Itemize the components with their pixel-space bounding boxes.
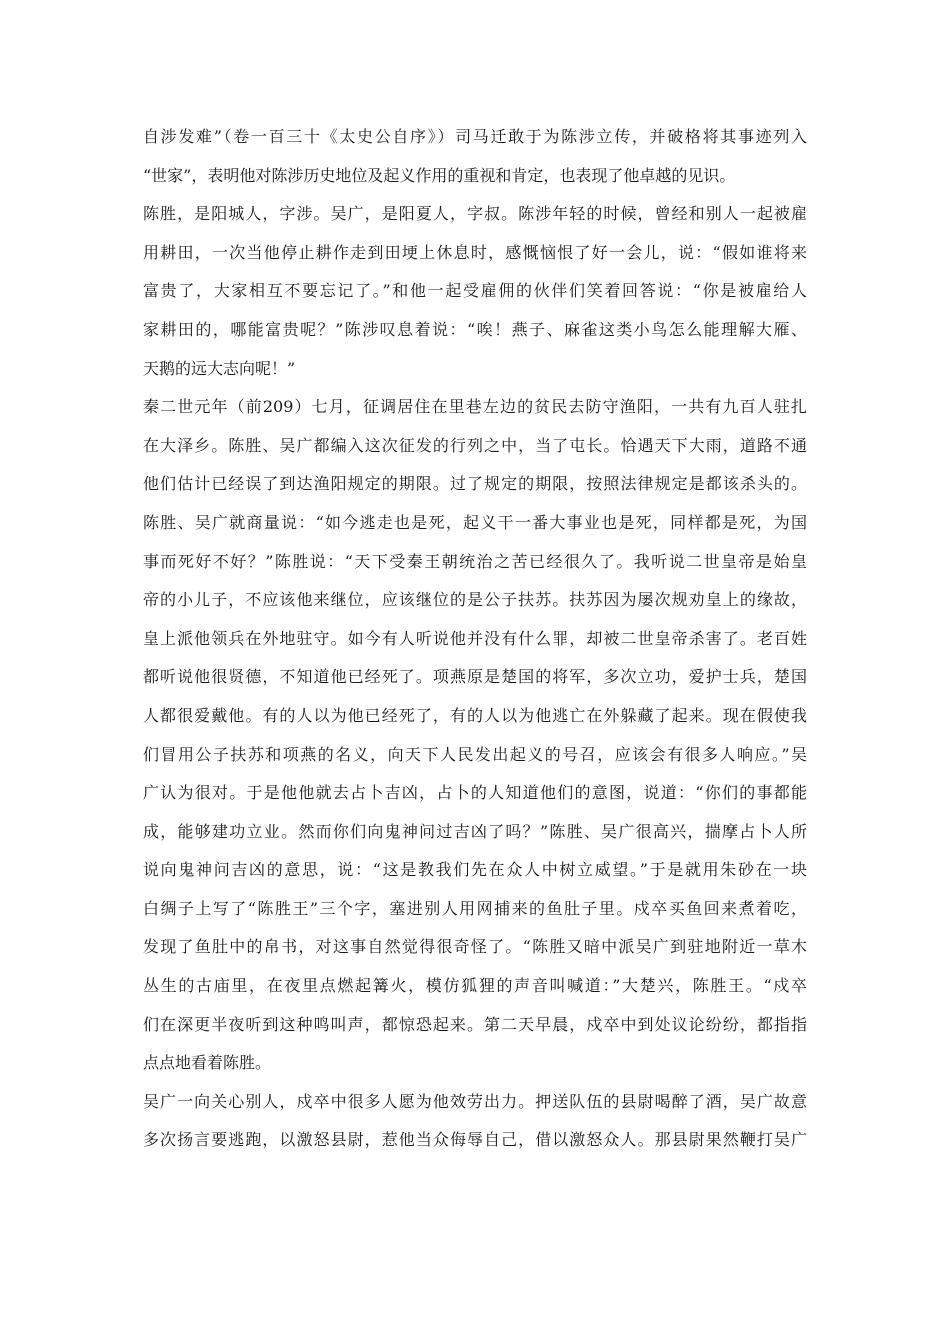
text-line: 白绸子上写了“陈胜王”三个字，塞进别人用网捕来的鱼肚子里。戍卒买鱼回来煮着吃， [143,898,807,918]
text-line: 他们估计已经误了到达渔阳规定的期限。过了规定的期限，按照法律规定是都该杀头的。 [143,474,807,494]
text-line: 成，能够建功立业。然而你们向鬼神问过吉凶了吗？”陈胜、吴广很高兴，揣摩占卜人所 [143,821,807,841]
text-line: 都听说他很贤德，不知道他已经死了。项燕原是楚国的将军，多次立功，爱护士兵，楚国 [143,667,807,687]
text-line: 说向鬼神问吉凶的意思，说：“这是教我们先在众人中树立威望。”于是就用朱砂在一块 [143,860,807,880]
text-line: 天鹅的远大志向呢！” [143,358,296,378]
text-line: 点点地看着陈胜。 [143,1053,272,1073]
text-line: 用耕田，一次当他停止耕作走到田埂上休息时，感慨恼恨了好一会儿，说：“假如谁将来 [143,242,807,262]
body-text [143,118,807,1160]
text-line: 秦二世元年（前209）七月，征调居住在里巷左边的贫民去防守渔阳，一共有九百人驻扎 [143,397,807,417]
paragraph [143,118,807,195]
text-line: 丛生的古庙里，在夜里点燃起篝火，模仿狐狸的声音叫喊道：”大楚兴，陈胜王。“戍卒 [143,976,807,996]
text-line: 富贵了，大家相互不要忘记了。”和他一起受雇佣的伙伴们笑着回答说：“你是被雇给人 [143,281,807,301]
text-line: 家耕田的，哪能富贵呢？”陈涉叹息着说：“唉！燕子、麻雀这类小鸟怎么能理解大雁、 [143,319,807,339]
text-line: 事而死好不好？”陈胜说：“天下受秦王朝统治之苦已经很久了。我听说二世皇帝是始皇 [143,551,807,571]
text-line: 陈胜、吴广就商量说：“如今逃走也是死，起义干一番大事业也是死，同样都是死，为国 [143,512,807,532]
text-line: 发现了鱼肚中的帛书，对这事自然觉得很奇怪了。“陈胜又暗中派吴广到驻地附近一草木 [143,937,807,957]
text-line: 陈胜，是阳城人，字涉。吴广，是阳夏人，字叔。陈涉年轻的时候，曾经和别人一起被雇 [143,204,807,224]
text-line: 在大泽乡。陈胜、吴广都编入这次征发的行列之中，当了屯长。恰遇天下大雨，道路不通 [143,435,807,455]
text-line: 皇上派他领兵在外地驻守。如今有人听说他并没有什么罪，却被二世皇帝杀害了。老百姓 [143,628,807,648]
text-line: 帝的小儿子，不应该他来继位，应该继位的是公子扶苏。扶苏因为屡次规劝皇上的缘故， [143,590,807,610]
text-line: 们在深更半夜听到这种鸣叫声，都惊恐起来。第二天早晨，戍卒中到处议论纷纷，都指指 [143,1014,807,1034]
text-line: 们冒用公子扶苏和项燕的名义，向天下人民发出起义的号召，应该会有很多人响应。”吴 [143,744,807,764]
paragraph [143,1083,807,1160]
paragraph [143,388,807,1083]
text-line: 多次扬言要逃跑，以激怒县尉，惹他当众侮辱自己，借以激怒众人。那县尉果然鞭打吴广 [143,1130,807,1150]
paragraph [143,195,807,388]
text-line: 吴广一向关心别人，戍卒中很多人愿为他效劳出力。押送队伍的县尉喝醉了酒，吴广故意 [143,1091,807,1111]
text-line: 人都很爱戴他。有的人以为他已经死了，有的人以为他逃亡在外躲藏了起来。现在假使我 [143,705,807,725]
text-line: 自涉发难”（卷一百三十《太史公自序》）司马迁敢于为陈涉立传，并破格将其事迹列入 [143,127,807,146]
text-line: “世家”，表明他对陈涉历史地位及起义作用的重视和肯定，也表现了他卓越的见识。 [143,165,736,185]
text-line: 广认为很对。于是他他就去占卜吉凶，占卜的人知道他们的意图，说道：“你们的事都能 [143,783,807,803]
